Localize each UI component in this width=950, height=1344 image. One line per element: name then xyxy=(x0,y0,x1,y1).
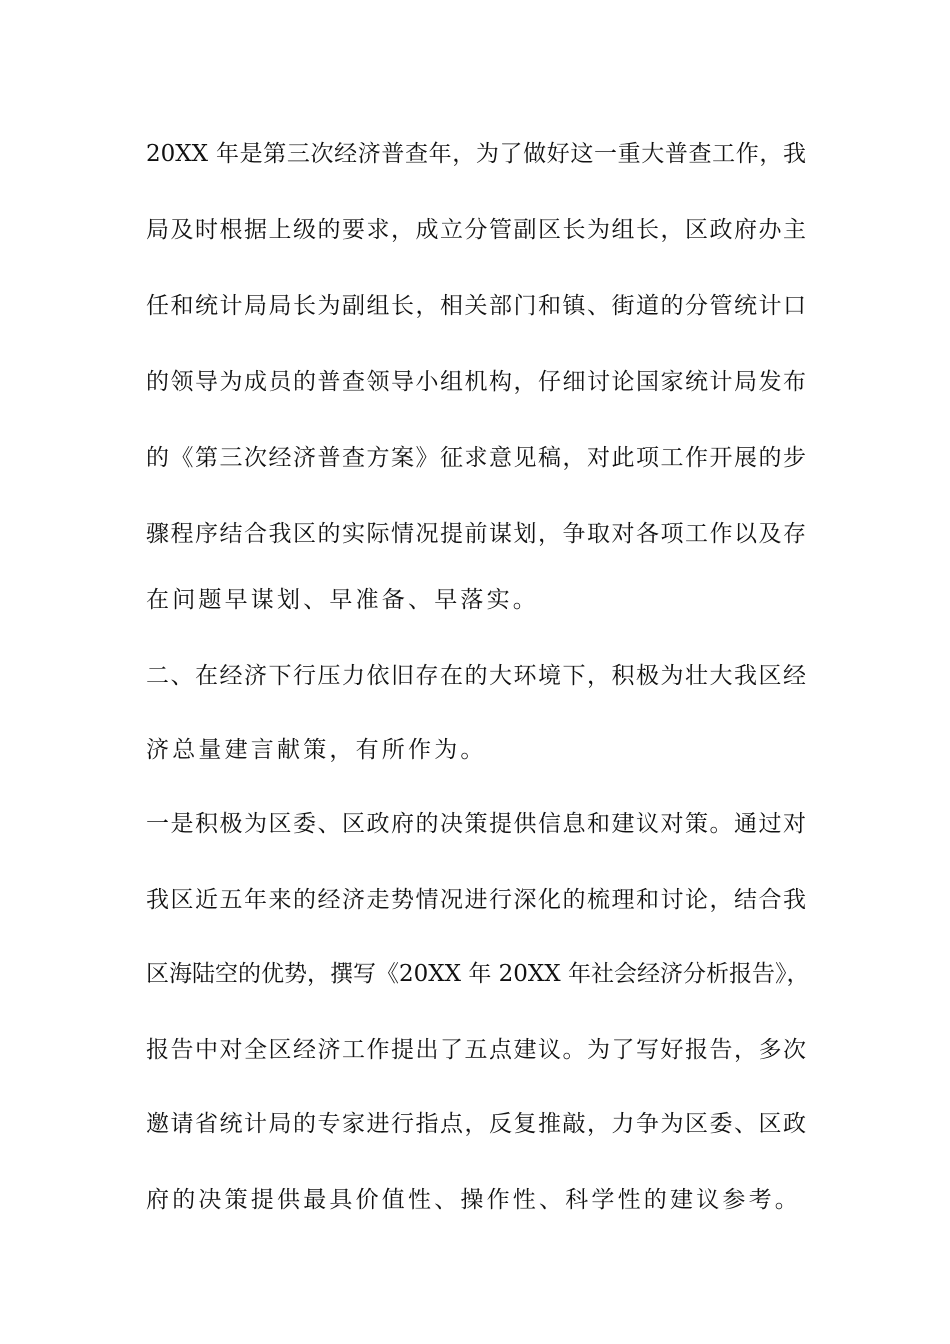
text-line: 20XX 年是第三次经济普查年，为了做好这一重大普查工作，我 xyxy=(146,141,806,167)
text-line: 一是积极为区委、区政府的决策提供信息和建议对策。通过对 xyxy=(146,811,806,837)
text-line: 任和统计局局长为副组长，相关部门和镇、街道的分管统计口 xyxy=(146,293,806,319)
text-line: 的领导为成员的普查领导小组机构，仔细讨论国家统计局发布 xyxy=(146,369,806,395)
text-line: 的《第三次经济普查方案》征求意见稿，对此项工作开展的步 xyxy=(146,445,806,471)
text-line: 我区近五年来的经济走势情况进行深化的梳理和讨论，结合我 xyxy=(146,887,806,913)
text-line: 局及时根据上级的要求，成立分管副区长为组长，区政府办主 xyxy=(146,217,806,243)
text-line: 在问题早谋划、早准备、早落实。 xyxy=(146,587,539,613)
text-line: 区海陆空的优势，撰写《20XX 年 20XX 年社会经济分析报告》， xyxy=(146,961,810,987)
text-line: 骤程序结合我区的实际情况提前谋划，争取对各项工作以及存 xyxy=(146,521,806,547)
text-line: 府的决策提供最具价值性、操作性、科学性的建议参考。 xyxy=(146,1187,801,1213)
text-line: 二、在经济下行压力依旧存在的大环境下，积极为壮大我区经 xyxy=(146,663,806,689)
text-line: 报告中对全区经济工作提出了五点建议。为了写好报告，多次 xyxy=(146,1037,806,1063)
text-line: 邀请省统计局的专家进行指点，反复推敲，力争为区委、区政 xyxy=(146,1111,806,1137)
text-line: 济总量建言献策，有所作为。 xyxy=(146,737,487,763)
